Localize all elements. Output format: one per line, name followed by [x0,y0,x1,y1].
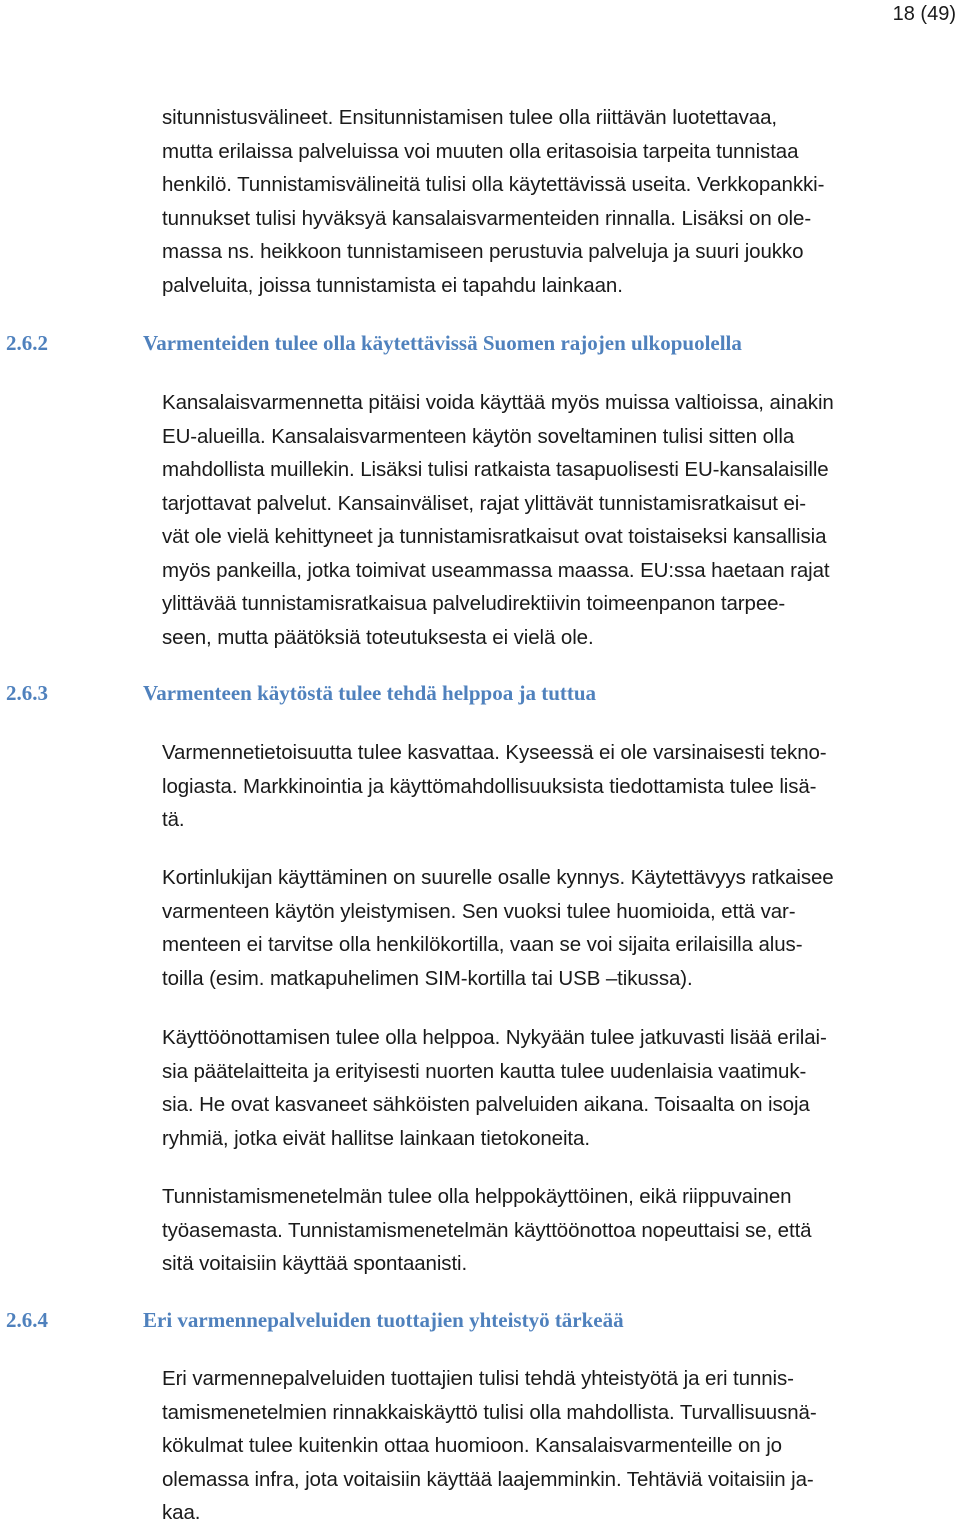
section-number: 2.6.2 [6,331,48,355]
text-line: massa ns. heikkoon tunnistamiseen perustuvia palveluja ja suuri joukko [162,240,804,263]
text-line: olemassa infra, jota voitaisiin käyttää laajemminkin. Tehtäviä voitaisiin ja- [162,1467,814,1491]
section-number: 2.6.4 [6,1308,48,1332]
text-line: tarjottavat palvelut. Kansainväliset, rajat ylittävät tunnistamisratkaisut ei- [162,491,806,515]
text-line: ryhmiä, jotka eivät hallitse lainkaan tietokoneita. [162,1126,590,1150]
text-line: varmenteen käytön yleistymisen. Sen vuoksi tulee huomioida, että var- [162,899,796,923]
section-title: Varmenteiden tulee olla käytettävissä Suomen rajojen ulkopuolella [143,331,742,355]
text-line: Kansalaisvarmennetta pitäisi voida käyttää myös muissa valtioissa, ainakin [162,391,834,414]
text-line: työasemasta. Tunnistamismenetelmän käyttöönottoa nopeuttaisi se, että [162,1218,812,1242]
text-line: mahdollista muillekin. Lisäksi tulisi ratkaista tasapuolisesti EU-kansalaisille [162,458,829,481]
text-line: myös pankeilla, jotka toimivat useammassa maassa. EU:ssa haetaan rajat [162,558,830,582]
text-line: palveluita, joissa tunnistamista ei tapahdu lainkaan. [162,273,623,297]
text-line: menteen ei tarvitse olla henkilökortilla, vaan se voi sijaita erilaisilla alus- [162,933,803,956]
text-line: logiasta. Markkinointia ja käyttömahdollisuuksista tiedottamista tulee lisä- [162,774,817,798]
page-number: 18 (49) [892,3,956,25]
section-2-6-3-paragraph-3 [162,1021,827,1155]
text-line: vät ole vielä kehittyneet ja tunnistamisratkaisut ovat toistaiseksi kansallisia [162,525,827,548]
section-2-6-3-paragraph-4 [162,1180,811,1281]
section-2-6-3-paragraph-2 [162,861,834,995]
text-line: Kortinlukijan käyttäminen on suurelle osalle kynnys. Käytettävyys ratkaisee [162,866,834,889]
intro-paragraph [162,101,824,302]
text-line: tä. [162,808,185,831]
section-2-6-4-paragraph-1 [162,1362,817,1530]
text-line: tamismenetelmien rinnakkaiskäyttö tulisi olla mahdollista. Turvallisuusnä- [162,1400,817,1424]
text-line: seen, mutta päätöksiä toteutuksesta ei vielä ole. [162,625,594,649]
section-title: Eri varmennepalveluiden tuottajien yhteistyö tärkeää [143,1308,624,1332]
text-line: toilla (esim. matkapuhelimen SIM-kortilla tai USB –tikussa). [162,966,693,990]
text-line: sia. He ovat kasvaneet sähköisten palveluiden aikana. Toisaalta on isoja [162,1093,810,1116]
text-line: henkilö. Tunnistamisvälineitä tulisi olla käytettävissä useita. Verkkopankki- [162,173,825,196]
text-line: kökulmat tulee kuitenkin ottaa huomioon. Kansalaisvarmenteille on jo [162,1434,782,1457]
section-title: Varmenteen käytöstä tulee tehdä helppoa ja tuttua [143,681,597,705]
text-line: Tunnistamismenetelmän tulee olla helppokäyttöinen, eikä riippuvainen [162,1185,792,1208]
text-line: EU-alueilla. Kansalaisvarmenteen käytön soveltaminen tulisi sitten olla [162,424,795,448]
text-line: sia päätelaitteita ja erityisesti nuorten kautta tulee uudenlaisia vaatimuk- [162,1059,807,1083]
text-line: Varmennetietoisuutta tulee kasvattaa. Kyseessä ei ole varsinaisesti tekno- [162,741,827,764]
text-line: sitä voitaisiin käyttää spontaanisti. [162,1252,468,1275]
text-line: kaa. [162,1501,201,1524]
section-2-6-3-paragraph-1 [162,736,827,837]
text-line: tunnukset tulisi hyväksyä kansalaisvarmenteiden rinnalla. Lisäksi on ole- [162,206,812,230]
text-line: mutta erilaissa palveluissa voi muuten olla eritasoisia tarpeita tunnistaa [162,139,799,163]
text-line: Eri varmennepalveluiden tuottajien tulisi tehdä yhteistyötä ja eri tunnis- [162,1367,794,1390]
section-2-6-2-paragraph-1 [162,386,834,654]
text-line: situnnistusvälineet. Ensitunnistamisen tulee olla riittävän luotettavaa, [162,106,777,129]
text-line: ylittävää tunnistamisratkaisua palveludirektiivin toimeenpanon tarpee- [162,592,786,615]
text-line: Käyttöönottamisen tulee olla helppoa. Nykyään tulee jatkuvasti lisää erilai- [162,1026,827,1049]
section-number: 2.6.3 [6,681,48,705]
